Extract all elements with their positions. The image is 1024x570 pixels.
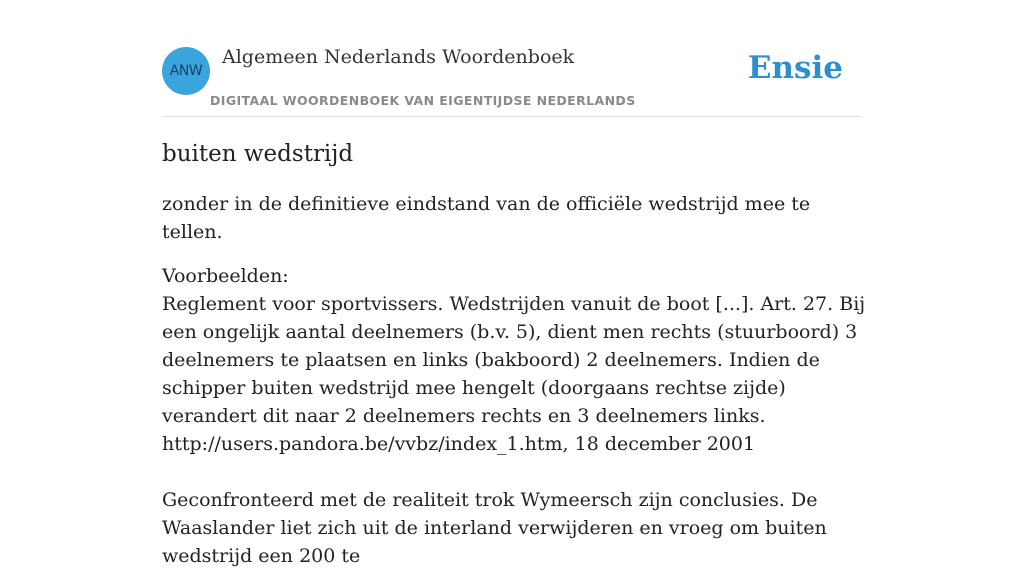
site-header	[162, 44, 862, 117]
logo-text: ANW	[169, 63, 203, 79]
entry-definition: zonder in de definitieve eindstand van de officiële wedstrijd mee te tellen.	[162, 193, 811, 243]
examples-section	[162, 262, 867, 570]
entry-content	[162, 138, 867, 570]
examples-label: Voorbeelden:	[162, 265, 289, 287]
example-spacer	[162, 458, 867, 486]
site-subtitle: DIGITAAL WOORDENBOEK VAN EIGENTIJDSE NEDERLANDS	[210, 93, 636, 108]
ensie-brand-link[interactable]: Ensie	[747, 50, 843, 86]
site-title[interactable]: Algemeen Nederlands Woordenboek	[222, 46, 575, 68]
example-text: Reglement voor sportvissers. Wedstrijden vanuit de boot [...]. Art. 27. Bij een ongelijk aantal deelnemers (b.v. 5), dient men rechts (stuurboord) 3 deelnemers te plaatsen en links (bakboord) 2 deelnemers. Indien de schipper buiten wedstrijd mee hengelt (doorgaans rechtse zijde) verandert dit naar 2 deelnemers rechts en 3 deelnemers links.	[162, 293, 866, 427]
example-text: Geconfronteerd met de realiteit trok Wymeersch zijn conclusies. De Waaslander liet zich uit de interland verwijderen en vroeg om buiten wedstrijd een 200 te	[162, 489, 827, 567]
anw-logo[interactable]	[162, 47, 210, 95]
entry-title: buiten wedstrijd	[162, 141, 354, 167]
example-source: http://users.pandora.be/vvbz/index_1.htm, 18 december 2001	[162, 433, 756, 455]
